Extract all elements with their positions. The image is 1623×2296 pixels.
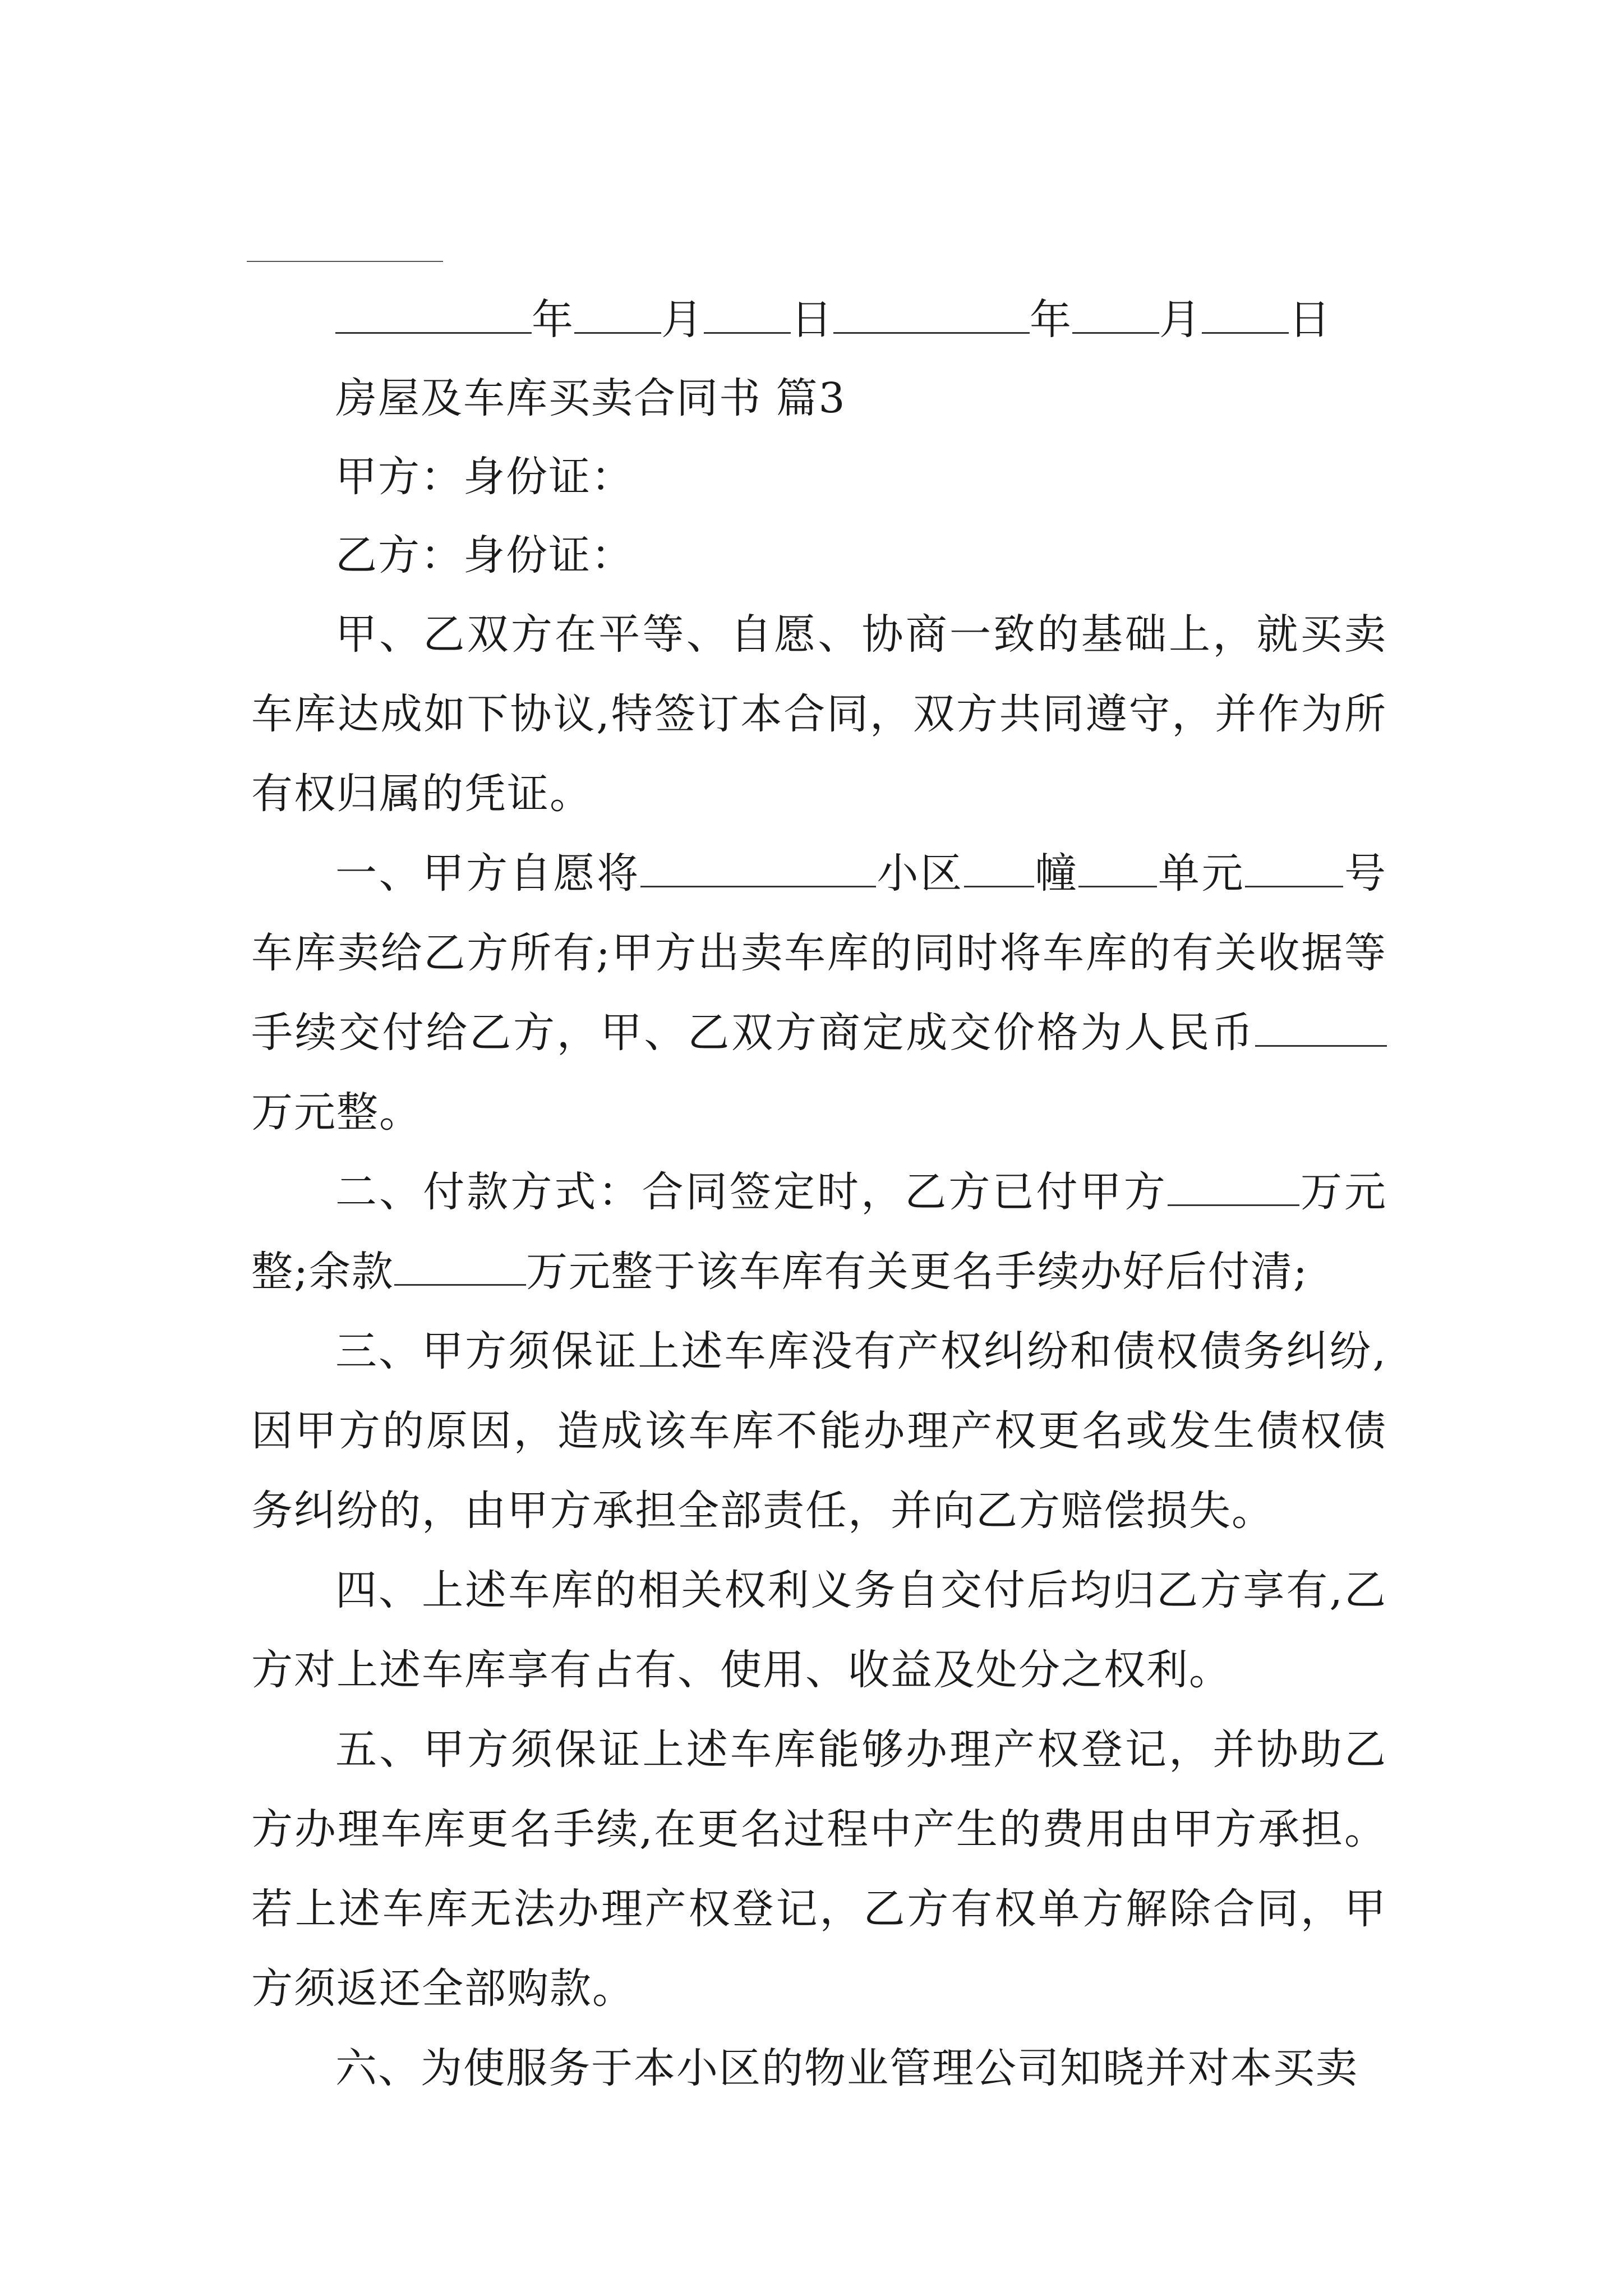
- section-heading: 房屋及车库买卖合同书 篇3: [335, 374, 846, 422]
- clause-2-text-3: 万元整于该车库有关更名手续办好后付清;: [525, 1248, 1308, 1296]
- top-signature-rule: [247, 261, 443, 262]
- blank-building[interactable]: [964, 852, 1034, 887]
- blank-balance-amount[interactable]: [394, 1250, 526, 1286]
- day-label-2: 日: [1289, 296, 1331, 344]
- document-body: [251, 280, 1387, 2108]
- intro-paragraph: 甲、乙双方在平等、自愿、协商一致的基础上，就买卖车库达成如下协议,特签订本合同，双方共同遵守，并作为所有权归属的凭证。: [251, 610, 1387, 818]
- clause-1-text-6: 万元整。: [251, 1088, 422, 1137]
- blank-month-2[interactable]: [1072, 298, 1159, 334]
- clause-4: 四、上述车库的相关权利义务自交付后均归乙方享有,乙方对上述车库享有占有、使用、收益及处分之权利。: [251, 1566, 1387, 1694]
- clause-2: [251, 1152, 1387, 1312]
- clause-3: 三、甲方须保证上述车库没有产权纠纷和债权债务纠纷,因甲方的原因，造成该车库不能办理产权更名或发生债权债务纠纷的，由甲方承担全部责任，并向乙方赔偿损失。: [251, 1327, 1387, 1535]
- blank-day-2[interactable]: [1202, 298, 1289, 334]
- clause-1-text-3: 幢: [1034, 849, 1079, 898]
- clause-6: 六、为使服务于本小区的物业管理公司知晓并对本买卖: [335, 2044, 1358, 2092]
- clause-1-text-4: 单元: [1157, 849, 1246, 898]
- month-label-2: 月: [1159, 296, 1202, 344]
- blank-year-2[interactable]: [833, 298, 1030, 334]
- blank-price[interactable]: [1255, 1011, 1387, 1047]
- clause-1-text-2: 小区: [875, 849, 964, 898]
- clause-1-text-1: 一、甲方自愿将: [335, 849, 640, 898]
- party-b-line: 乙方：身份证：: [335, 531, 634, 579]
- clause-1-text-5: 号车库卖给乙方所有;甲方出卖车库的同时将车库的有关收据等手续交付给乙方，甲、乙双方商定成交价格为人民币: [251, 849, 1387, 1057]
- blank-community[interactable]: [640, 852, 876, 887]
- day-label-1: 日: [791, 296, 833, 344]
- year-label-1: 年: [532, 296, 574, 344]
- blank-unit[interactable]: [1078, 852, 1157, 887]
- blank-paid-amount[interactable]: [1168, 1171, 1299, 1206]
- clause-5: 五、甲方须保证上述车库能够办理产权登记，并协助乙方办理车库更名手续,在更名过程中产生的费用由甲方承担。若上述车库无法办理产权登记，乙方有权单方解除合同，甲方须返还全部购款。: [251, 1726, 1387, 2013]
- clause-2-text-1: 二、付款方式：合同签定时，乙方已付甲方: [335, 1168, 1168, 1216]
- date-line: [251, 280, 1387, 359]
- month-label-1: 月: [661, 296, 704, 344]
- blank-year-1[interactable]: [335, 298, 532, 334]
- year-label-2: 年: [1030, 296, 1072, 344]
- party-a-line: 甲方：身份证：: [335, 453, 634, 501]
- clause-2-text-2: 万元整;余款: [251, 1168, 1387, 1296]
- blank-day-1[interactable]: [704, 298, 791, 334]
- blank-month-1[interactable]: [574, 298, 661, 334]
- clause-1: [251, 834, 1387, 1152]
- blank-garage-number[interactable]: [1245, 852, 1343, 887]
